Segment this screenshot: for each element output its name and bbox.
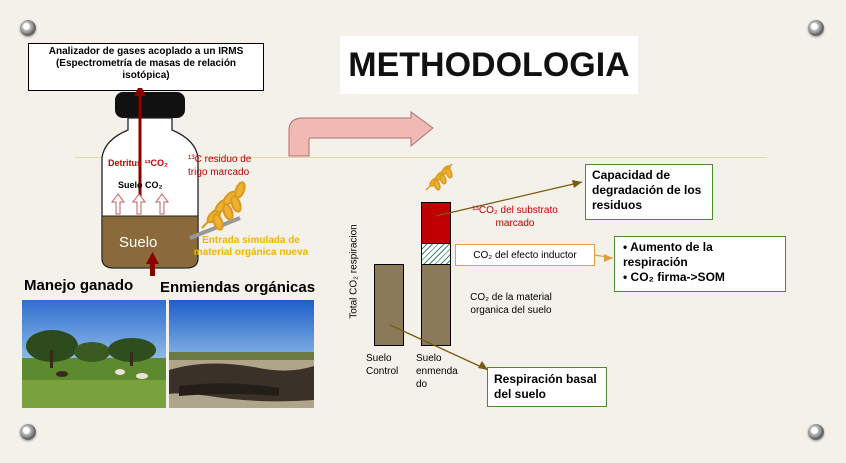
y-axis-label: Total CO₂ respiracion <box>348 224 360 319</box>
bullet-item: • CO₂ firma->SOM <box>623 270 725 284</box>
soil-label: Suelo <box>119 234 158 251</box>
degradation-label: Capacidad de degradación de los residuos <box>592 168 702 212</box>
new-om-annotation: CO₂ de la material organica del suelo <box>470 292 552 316</box>
simulated-input-label: Entrada simulada de material orgánica nueva <box>193 235 309 258</box>
slide-title: METHODOLOGIA <box>340 36 638 94</box>
control-bar-label: Suelo Control <box>366 353 399 377</box>
basal-respiration-box <box>487 367 607 407</box>
degradation-box <box>585 164 713 220</box>
amendments-label: Enmiendas orgánicas <box>160 279 316 296</box>
bullet-item: • Aumento de la respiración <box>623 240 713 269</box>
analyzer-label: Analizador de gases acoplado a un IRMS (Espectrometría de masas de relación isotópica) <box>48 46 244 81</box>
livestock-label: Manejo ganado <box>24 277 134 294</box>
priming-effect-label: CO₂ del efecto inductor <box>473 249 577 261</box>
amended-bar-label: Suelo enmenda do <box>416 353 458 390</box>
soil-co2-label: Suelo CO₂ <box>118 180 163 190</box>
wheat-residue-label: ¹³C residuo de trigo marcado <box>188 154 252 178</box>
basal-respiration-label: Respiración basal del suelo <box>494 372 597 401</box>
labeled-substrate-annotation: ¹³CO₂ del substrato marcado <box>472 205 558 229</box>
response-box <box>614 236 786 292</box>
detritus-label: Detritus ¹³CO₂ <box>108 158 168 168</box>
